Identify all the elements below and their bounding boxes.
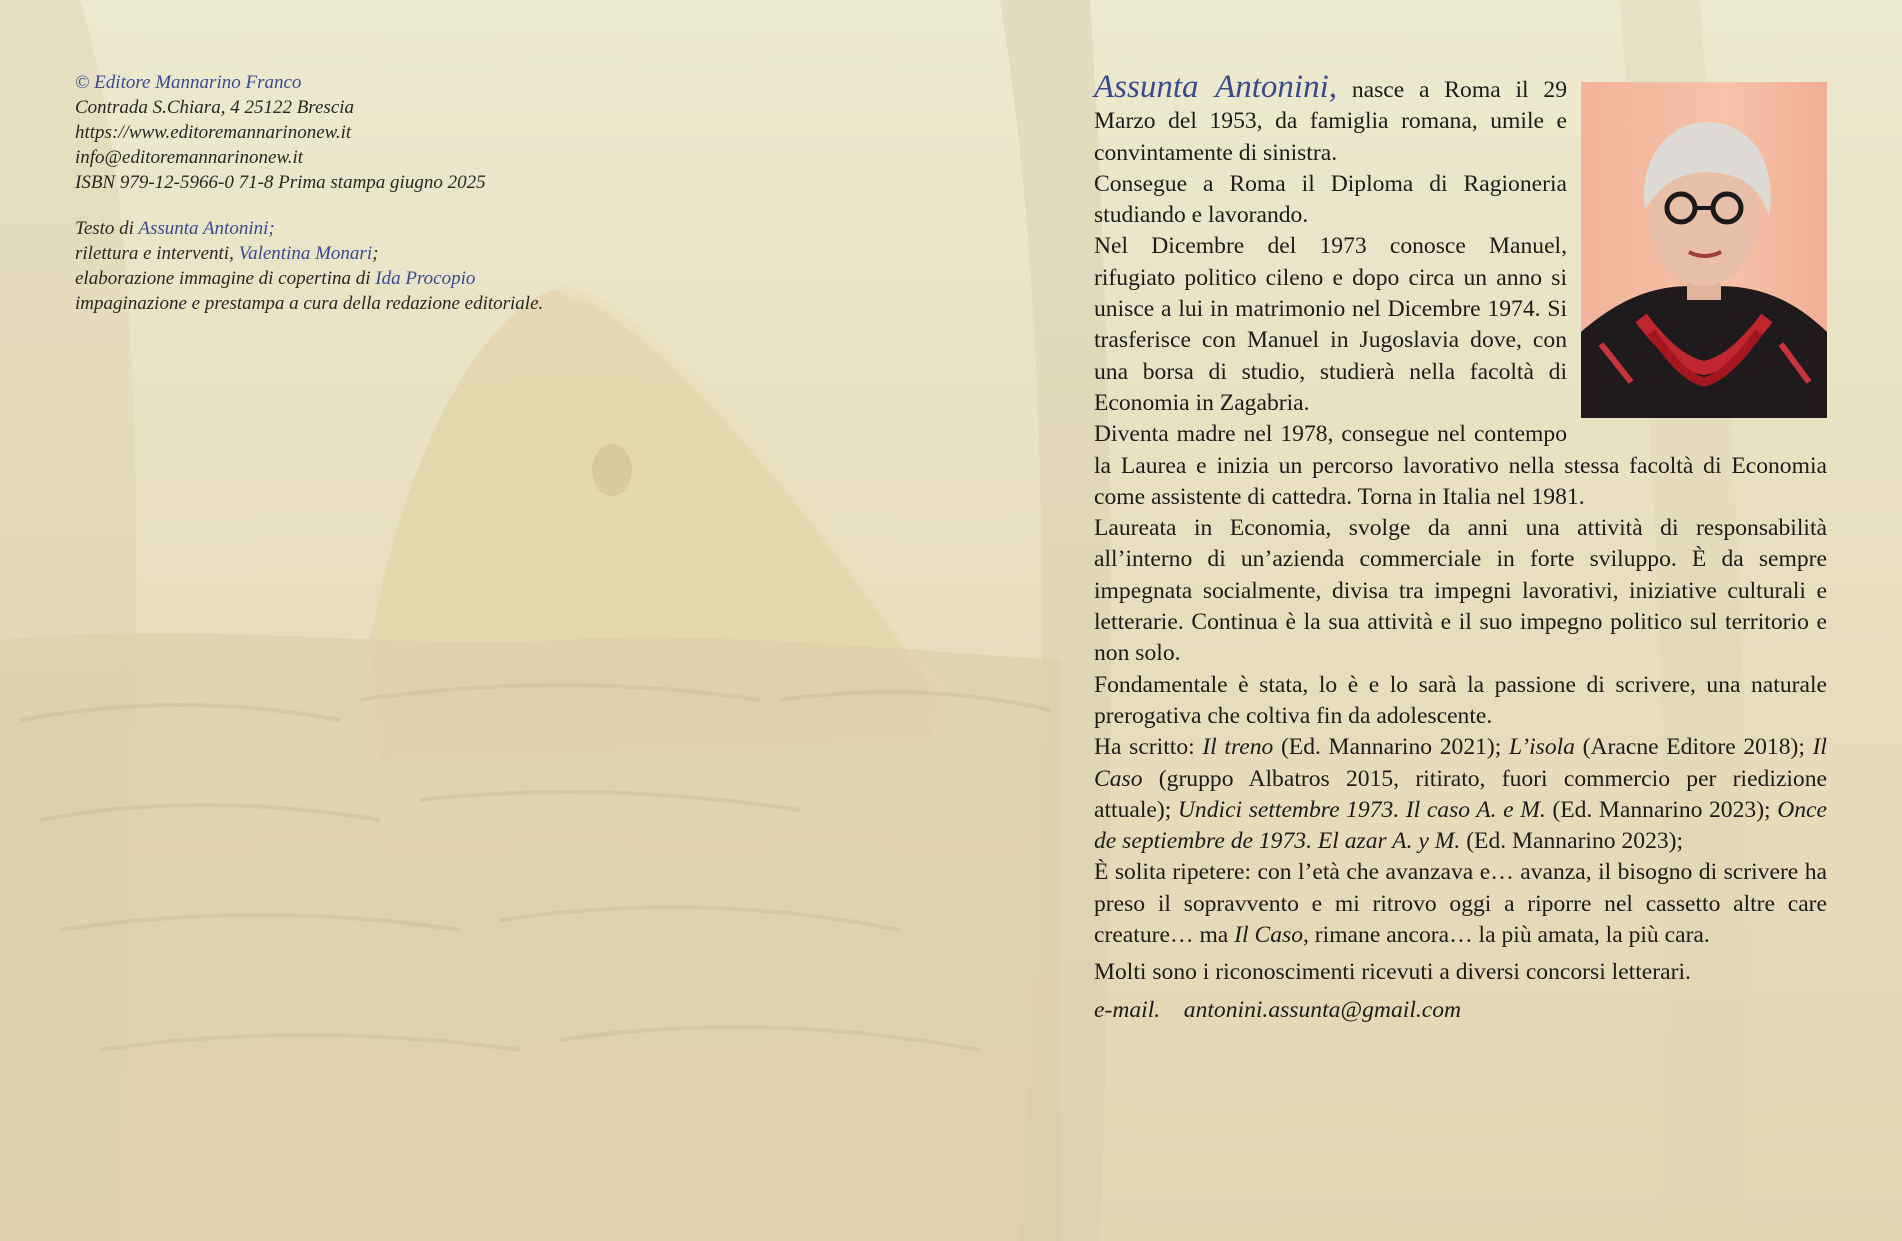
email-address: antonini.assunta@gmail.com: [1183, 996, 1462, 1023]
author-photo: [1581, 82, 1827, 418]
contact-email-line: [1094, 995, 1827, 1026]
work-title: Undici settembre 1973. Il caso A. e M.: [1177, 796, 1546, 823]
colophon-block: [75, 70, 595, 316]
spacer: [75, 195, 595, 216]
work-publisher: (Ed. Mannarino 2023);: [1545, 796, 1778, 823]
work-publisher: (gruppo Albatros 2015, ritirato, fuori commercio per riedizione attuale);: [1094, 765, 1827, 823]
credit-punctuation: ;: [372, 243, 379, 264]
credit-text-by: [75, 216, 595, 241]
credit-cover: [75, 266, 595, 291]
bio-paragraph-career: Diventa madre nel 1978, consegue nel contempo la Laurea e inizia un percorso lavorativo nella stessa facoltà di Economia come assistente di cattedra. Torna in Italia nel 1981.: [1094, 421, 1827, 510]
credit-label: rilettura e interventi,: [75, 243, 239, 264]
author-credit-name: Assunta Antonini;: [138, 218, 275, 239]
bio-paragraph-diploma: Consegue a Roma il Diploma di Ragioneria studiando e lavorando.: [1094, 170, 1567, 229]
work-publisher: (Ed. Mannarino 2021);: [1273, 734, 1509, 761]
isbn-line: ISBN 979-12-5966-0 71-8 Prima stampa giugno 2025: [75, 172, 486, 193]
bio-paragraph-writing: Fondamentale è stata, lo è e lo sarà la passione di scrivere, una naturale prerogativa che coltiva fin da adolescente.: [1094, 671, 1827, 729]
proofreader-name: Valentina Monari: [238, 243, 373, 264]
work-title: Il Caso: [1094, 734, 1827, 792]
work-title: L’isola: [1508, 734, 1575, 761]
bio-text: , rimane ancora… la più amata, la più cara.: [1303, 922, 1710, 949]
work-publisher: (Ed. Mannarino 2023);: [1460, 828, 1684, 855]
publisher-copyright: © Editore Mannarino Franco: [75, 72, 302, 93]
credit-layout: impaginazione e prestampa a cura della redazione editoriale.: [75, 293, 544, 314]
credit-proofreading: [75, 241, 595, 266]
bio-paragraph-awards: Molti sono i riconoscimenti ricevuti a diversi concorsi letterari.: [1094, 959, 1691, 986]
bio-paragraph-quote: [1094, 857, 1827, 951]
cover-artist-name: Ida Procopio: [375, 268, 476, 289]
email-label: e-mail.: [1094, 996, 1161, 1023]
bio-text: È solita ripetere: con l’età che avanzava e… avanza, il bisogno di scrivere ha preso il sopravvento e mi ritrovo oggi a riporre nel cassetto altre care creature… ma: [1094, 859, 1827, 949]
work-title: Once de septiembre de 1973. El azar A. y M.: [1094, 796, 1827, 855]
bio-paragraph-economics: Laureata in Economia, svolge da anni una attività di responsabilità all’interno di un’azienda commerciale in forte sviluppo. È da sempre impegnata socialmente, divisa tra impegni lavorativi, iniziative culturali e letterarie. Continua è la sua attività e il suo impegno politico sul territorio e non solo.: [1094, 515, 1827, 667]
work-title: Il treno: [1202, 734, 1274, 761]
bio-text: nasce a Roma il 29 Marzo del 1953, da famiglia romana, umile e convintamente di sinistra.: [1094, 77, 1568, 166]
publisher-website: https://www.editoremannarinonew.it: [75, 122, 352, 143]
works-intro: Ha scritto:: [1094, 734, 1203, 761]
bio-paragraph-marriage: Nel Dicembre del 1973 conosce Manuel, rifugiato politico cileno e dopo circa un anno si unisce a lui in matrimonio nel Dicembre 1974. Si trasferisce con Manuel in Jugoslavia dove, con una borsa di studio, studierà nella facoltà di Economia in Zagabria.: [1094, 233, 1567, 416]
author-portrait-image: [1581, 82, 1827, 418]
work-publisher: (Aracne Editore 2018);: [1574, 734, 1813, 761]
credit-label: elaborazione immagine di copertina di: [75, 268, 376, 289]
work-title: Il Caso: [1234, 922, 1303, 949]
bio-paragraph-works: [1094, 732, 1827, 857]
credit-label: Testo di: [75, 218, 139, 239]
publisher-address: Contrada S.Chiara, 4 25122 Brescia: [75, 97, 355, 118]
author-name: Assunta Antonini,: [1094, 69, 1337, 105]
publisher-email: info@editoremannarinonew.it: [75, 147, 304, 168]
author-biography: [1094, 69, 1827, 1026]
